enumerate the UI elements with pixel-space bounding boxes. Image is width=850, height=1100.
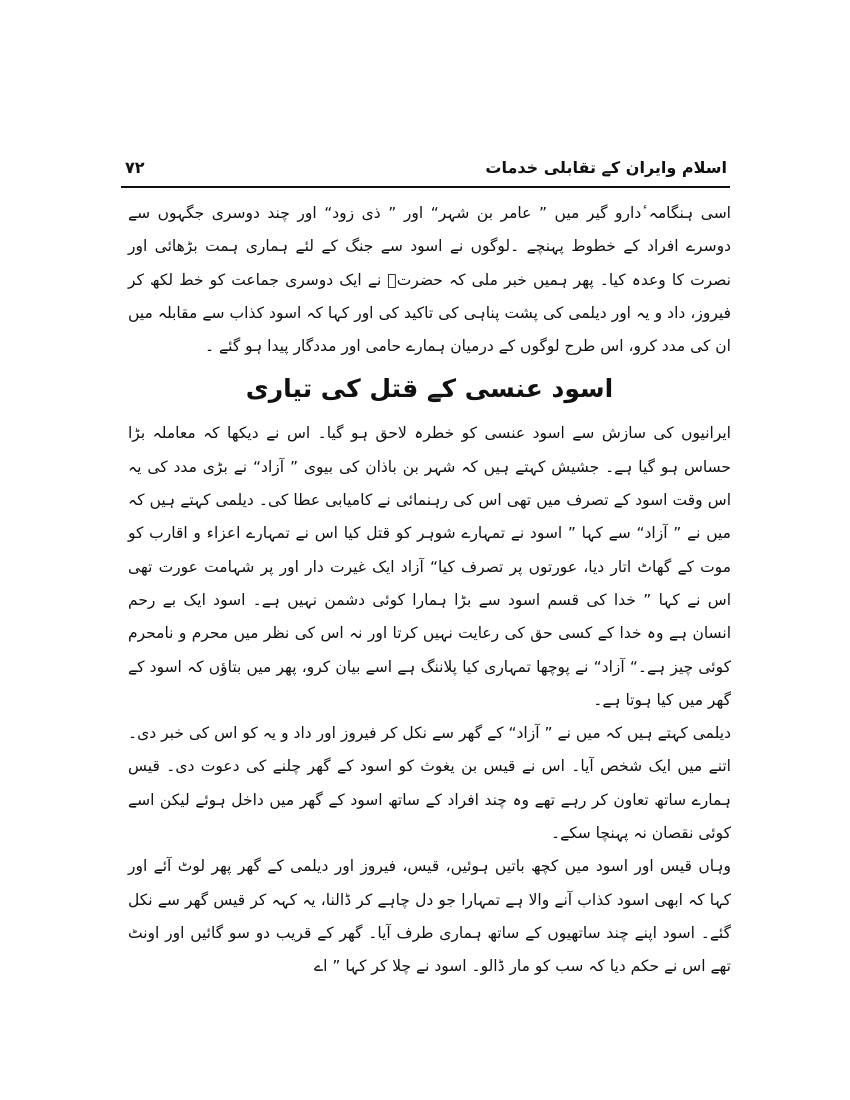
paragraph: اسی ہنگامہ ٔدارو گیر میں ” عامر بن شہر“ اور ” ذی زود“ اور چند دوسری جگہوں سے دوسرے افراد کے خطوط پہنچے ۔لوگوں نے اسود سے جنگ کے لئے ہماری ہمت بڑھائی اور نصرت کا وعدہ کیا۔ پھر ہمیں خبر ملی کہ حضرتؐ نے ایک دوسری جماعت کو خط لکھ کر فیروز، داد و یہ اور دیلمی کی پشت پناہی کی تاکید کی اور کہا کہ اسود کذاب سے مقابلہ میں ان کی مدد کرو، اس طرح لوگوں کے درمیان ہمارے حامی اور مددگار پیدا ہو گئے ۔: [128, 204, 731, 356]
header-rule: [121, 186, 730, 188]
paragraph: ایرانیوں کی سازش سے اسود عنسی کو خطرہ لاحق ہو گیا۔ اس نے دیکھا کہ معاملہ بڑا حساس ہو گیا ہے۔ جشیش کہتے ہیں کہ شہر بن باذان کی بیوی ” آزاد“ نے بڑی مدد کی یہ اس وقت اسود کے تصرف میں تھی اس کی رہنمائی نے کامیابی عطا کی۔ دیلمی کہتے ہیں کہ میں نے ” آزاد“ سے کہا ” اسود نے تمہارے شوہر کو قتل کیا اس نے تمہارے اعزاء و اقارب کو موت کے گھاٹ اتار دیا، عورتوں پر تصرف کیا“ آزاد ایک غیرت دار اور پر شہامت عورت تھی اس نے کہا ” خدا کی قسم اسود سے بڑا ہمارا کوئی دشمن نہیں ہے۔ اسود ایک بے رحم انسان ہے وہ خدا کے کسی حق کی رعایت نہیں کرتا اور نہ اس کی نظر میں محرم و نامحرم کوئی چیز ہے۔“ آزاد“ نے پوچھا تمہاری کیا پلاننگ ہے اسے بیان کرو، پھر میں بتاؤں کہ اسود کے گھر میں کیا ہوتا ہے۔: [128, 424, 731, 709]
running-header-title: اسلام وایران کے تقابلی خدمات: [485, 158, 727, 177]
page-number: ۷۲: [125, 158, 145, 177]
paragraph: وہاں قیس اور اسود میں کچھ باتیں ہوئیں، قیس، فیروز اور دیلمی کے گھر پھر لوٹ آئے اور کہا کہ ابھی اسود کذاب آنے والا ہے تمہارا جو دل چاہے کر ڈالنا، یہ کہہ کر قیس گھر سے نکل گئے۔ اسود اپنے چند ساتھیوں کے ساتھ ہماری طرف آیا۔ گھر کے قریب دو سو گائیں اور اونٹ تھے اس نے حکم دیا کہ سب کو مار ڈالو۔ اسود نے چلا کر کہا ” اے: [128, 857, 731, 976]
section-heading: اسود عنسی کے قتل کی تیاری: [245, 374, 614, 404]
body-text: [128, 197, 731, 984]
paragraph: دیلمی کہتے ہیں کہ میں نے ” آزاد“ کے گھر سے نکل کر فیروز اور داد و یہ کو اس کی خبر دی۔ اتنے میں ایک شخص آیا۔ اس نے قیس بن یغوث کو اسود کے گھر چلنے کی دعوت دی۔ قیس ہمارے ساتھ تعاون کر رہے تھے وہ چند افراد کے ساتھ اسود کے گھر میں داخل ہوئے لیکن اسے کوئی نقصان نہ پہنچا سکے۔: [128, 724, 731, 843]
